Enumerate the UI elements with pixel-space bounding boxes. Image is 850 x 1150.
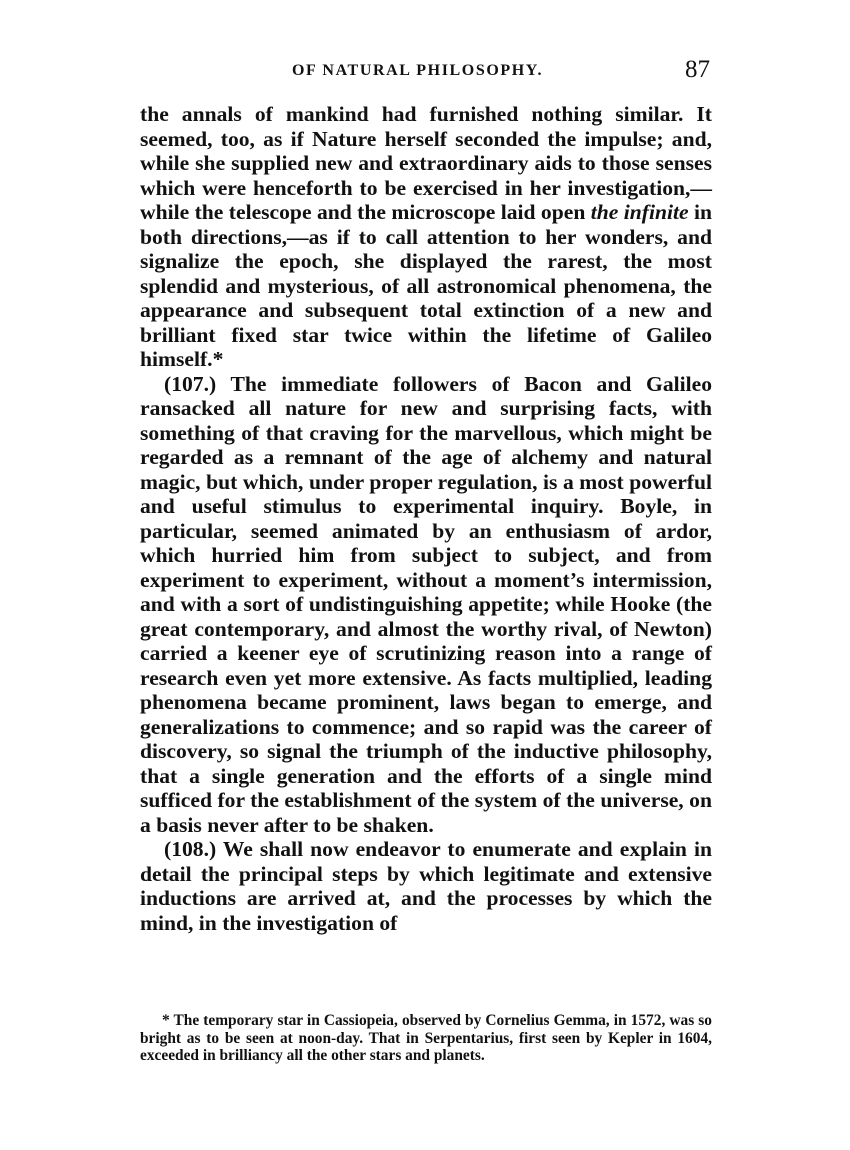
paragraph-text: the annals of mankind had furnished nothing similar. It seemed, too, as if Nature herself seconded the impulse; and, while she supplied new and extraordinary aids to those senses which were henceforth to be exercised in her investigation,—while the telescope and the microscope laid open [140,102,712,224]
paragraph-continued [140,102,712,372]
page-number: 87 [685,56,710,83]
footnote-text: * The temporary star in Cassiopeia, observed by Cornelius Gemma, in 1572, was so bright as to be seen at noon-day. That in Serpentarius, first seen by Kepler in 1604, exceeded in brilliancy all the other stars and planets. [140,1012,712,1064]
running-title: OF NATURAL PHILOSOPHY. [292,62,544,79]
paragraph-107: (107.) The immediate followers of Bacon and Galileo ransacked all nature for new and surprising facts, with something of that craving for the marvellous, which might be regarded as a remnant of the age of alchemy and natural magic, but which, under proper regulation, is a most powerful and useful stimulus to experimental inquiry. Boyle, in particular, seemed animated by an enthusiasm of ardor, which hurried him from subject to subject, and from experiment to experiment, without a moment’s intermission, and with a sort of undistinguishing appetite; while Hooke (the great contemporary, and almost the worthy rival, of Newton) carried a keener eye of scrutinizing reason into a range of research even yet more extensive. As facts multiplied, leading phenomena became prominent, laws began to emerge, and generalizations to commence; and so rapid was the career of discovery, so signal the triumph of the inductive philosophy, that a single generation and the efforts of a single mind sufficed for the establishment of the system of the universe, on a basis never after to be shaken. [140,371,712,837]
footnote [140,1012,712,1065]
running-head [140,58,712,86]
paragraph-text: in both directions,—as if to call attention to her wonders, and signalize the epoch, she displayed the rarest, the most splendid and mysterious, of all astronomical phenomena, the appearance and subsequent total extinction of a new and brilliant fixed star twice within the lifetime of Galileo himself.* [140,200,712,371]
paragraph-108: (108.) We shall now endeavor to enumerate and explain in detail the principal steps by which legitimate and extensive inductions are arrived at, and the processes by which the mind, in the investigation of [140,837,712,935]
italic-phrase: the infinite [590,200,689,224]
body-text [140,102,712,935]
